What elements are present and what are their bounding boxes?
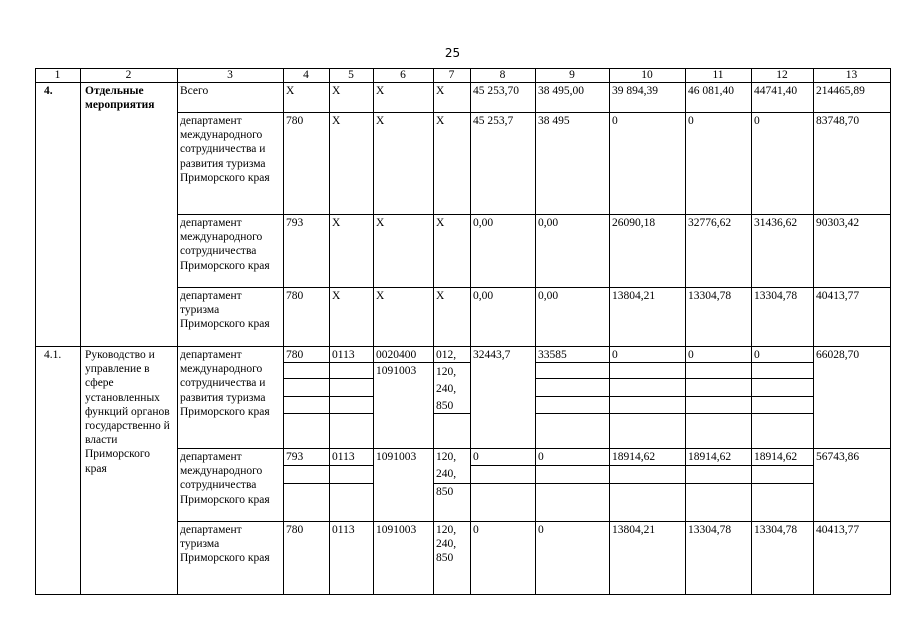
row-41a-col7c: 240,	[436, 383, 457, 395]
row-41a-col11: 0	[688, 349, 694, 361]
row-4d-col5: Х	[332, 290, 341, 302]
grid-line	[470, 465, 813, 466]
row-41a-col10: 0	[612, 349, 618, 361]
row-4d-col7: Х	[436, 290, 445, 302]
row-41-number: 4.1.	[44, 349, 62, 361]
header-col-3: 3	[227, 69, 233, 81]
row-4-col5: Х	[332, 85, 341, 97]
grid-line	[177, 448, 891, 449]
row-4-name: Отдельные мероприятия	[85, 85, 155, 112]
grid-line	[177, 287, 891, 288]
grid-line	[535, 362, 813, 363]
grid-line	[535, 68, 536, 595]
row-4-col13: 214465,89	[816, 85, 865, 97]
row-4d-col12: 13304,78	[754, 290, 798, 302]
header-col-4: 4	[303, 69, 309, 81]
grid-line	[283, 378, 373, 379]
row-41a-col6b: 1091003	[376, 365, 417, 377]
header-col-8: 8	[499, 69, 506, 81]
row-41c-col7b: 240,	[436, 538, 457, 550]
grid-line	[890, 68, 891, 595]
row-41b-col8: 0	[473, 451, 479, 463]
grid-line	[283, 483, 373, 484]
row-41a-col12: 0	[754, 349, 760, 361]
row-4b-col5: Х	[332, 115, 341, 127]
row-4b-col9: 38 495	[538, 115, 570, 127]
grid-line	[535, 378, 813, 379]
row-41b-col13: 56743,86	[816, 451, 860, 463]
row-4c-col7: Х	[436, 217, 445, 229]
row-4-executor: Всего	[180, 85, 209, 97]
row-4b-col10: 0	[612, 115, 618, 127]
row-4d-col11: 13304,78	[688, 290, 732, 302]
header-col-10: 10	[641, 69, 653, 81]
row-4c-col9: 0,00	[538, 217, 559, 229]
grid-line	[35, 346, 891, 347]
header-col-13: 13	[845, 69, 858, 81]
row-4-col11: 46 081,40	[688, 85, 734, 97]
row-41a-executor: департамент международного сотрудничества и развития туризма Приморского края	[180, 349, 270, 418]
row-41c-col5: 0113	[332, 524, 355, 536]
row-41c-col6: 1091003	[376, 524, 417, 536]
row-41b-col5: 0113	[332, 451, 355, 463]
grid-line	[433, 483, 470, 484]
row-41c-col4: 780	[286, 524, 304, 536]
row-41a-col7d: 850	[436, 400, 454, 412]
row-41a-col7a: 012,	[436, 349, 457, 361]
row-41c-col11: 13304,78	[688, 524, 732, 536]
row-4b-col13: 83748,70	[816, 115, 860, 127]
row-41a-col4: 780	[286, 349, 304, 361]
grid-line	[177, 68, 178, 595]
grid-line	[177, 214, 891, 215]
row-41a-col13: 66028,70	[816, 349, 860, 361]
row-41b-col10: 18914,62	[612, 451, 656, 463]
row-41b-executor: департамент международного сотрудничества Приморского края	[180, 451, 270, 506]
row-4d-col8: 0,00	[473, 290, 494, 302]
row-4-col4: Х	[286, 85, 295, 97]
grid-line	[35, 82, 891, 83]
row-41a-col5: 0113	[332, 349, 355, 361]
row-41a-col7b: 120,	[436, 366, 457, 378]
grid-line	[535, 396, 813, 397]
row-41c-col7a: 120,	[436, 524, 457, 536]
row-41-name: Руководство и управление в сфере установленных функций органов государственно й власти Приморского края	[85, 349, 170, 475]
row-4c-col6: Х	[376, 217, 385, 229]
grid-line	[329, 68, 330, 595]
row-4-col10: 39 894,39	[612, 85, 658, 97]
row-41a-col6a: 0020400	[376, 349, 417, 361]
grid-line	[685, 68, 686, 595]
page-number: 25	[444, 46, 461, 60]
grid-line	[177, 112, 891, 113]
grid-line	[35, 68, 36, 595]
row-4b-col8: 45 253,7	[473, 115, 514, 127]
row-4b-col6: Х	[376, 115, 385, 127]
header-col-7: 7	[448, 69, 455, 81]
row-41b-col9: 0	[538, 451, 544, 463]
row-41c-col8: 0	[473, 524, 479, 536]
grid-line	[433, 68, 434, 595]
row-4d-col10: 13804,21	[612, 290, 656, 302]
row-4d-col9: 0,00	[538, 290, 559, 302]
row-4c-col4: 793	[286, 217, 304, 229]
grid-line	[751, 68, 752, 595]
row-4d-col4: 780	[286, 290, 304, 302]
grid-line	[283, 465, 373, 466]
header-col-9: 9	[569, 69, 575, 81]
row-41b-col7b: 240,	[436, 468, 457, 480]
row-41b-col7a: 120,	[436, 451, 457, 463]
header-col-6: 6	[400, 69, 406, 81]
row-41c-col9: 0	[538, 524, 544, 536]
grid-line	[80, 68, 81, 595]
row-41b-col12: 18914,62	[754, 451, 798, 463]
row-4b-executor: департамент международного сотрудничества и развития туризма Приморского края	[180, 115, 270, 184]
grid-line	[609, 68, 610, 595]
header-col-2: 2	[125, 69, 132, 81]
row-41c-col12: 13304,78	[754, 524, 798, 536]
row-41c-col10: 13804,21	[612, 524, 656, 536]
grid-line	[35, 68, 891, 69]
grid-line	[433, 413, 470, 414]
row-4c-col11: 32776,62	[688, 217, 732, 229]
row-41a-col9: 33585	[538, 349, 567, 361]
row-4d-executor: департамент туризма Приморского края	[180, 290, 270, 331]
row-4-col9: 38 495,00	[538, 85, 584, 97]
row-4b-col11: 0	[688, 115, 694, 127]
row-4c-col10: 26090,18	[612, 217, 656, 229]
grid-line	[283, 396, 373, 397]
row-4-col6: Х	[376, 85, 385, 97]
row-41b-col6: 1091003	[376, 451, 417, 463]
row-4b-col7: Х	[436, 115, 445, 127]
grid-line	[177, 521, 891, 522]
row-4-col12: 44741,40	[754, 85, 798, 97]
row-41c-col7c: 850	[436, 552, 454, 564]
row-4b-col12: 0	[754, 115, 760, 127]
header-col-12: 12	[776, 69, 788, 81]
row-41b-col4: 793	[286, 451, 304, 463]
grid-line	[283, 362, 470, 363]
grid-line	[283, 413, 373, 414]
row-4-number: 4.	[44, 85, 53, 97]
row-41b-col7c: 850	[436, 486, 454, 498]
row-4d-col13: 40413,77	[816, 290, 860, 302]
row-41c-executor: департамент туризма Приморского края	[180, 524, 270, 565]
row-4c-col13: 90303,42	[816, 217, 860, 229]
grid-line	[283, 68, 284, 595]
row-4b-col4: 780	[286, 115, 304, 127]
row-41b-col11: 18914,62	[688, 451, 732, 463]
row-4c-col12: 31436,62	[754, 217, 798, 229]
grid-line	[470, 68, 471, 595]
header-col-1: 1	[54, 69, 61, 81]
row-4c-col8: 0,00	[473, 217, 494, 229]
grid-line	[35, 594, 891, 595]
row-4c-executor: департамент международного сотрудничества Приморского края	[180, 217, 270, 272]
grid-line	[535, 413, 813, 414]
header-col-11: 11	[712, 69, 724, 81]
grid-line	[813, 68, 814, 595]
row-41c-col13: 40413,77	[816, 524, 860, 536]
row-4d-col6: Х	[376, 290, 385, 302]
row-41a-col8: 32443,7	[473, 349, 511, 361]
row-4-col7: Х	[436, 85, 445, 97]
row-4c-col5: Х	[332, 217, 341, 229]
header-col-5: 5	[348, 69, 354, 81]
grid-line	[470, 483, 813, 484]
grid-line	[373, 68, 374, 595]
row-4-col8: 45 253,70	[473, 85, 519, 97]
